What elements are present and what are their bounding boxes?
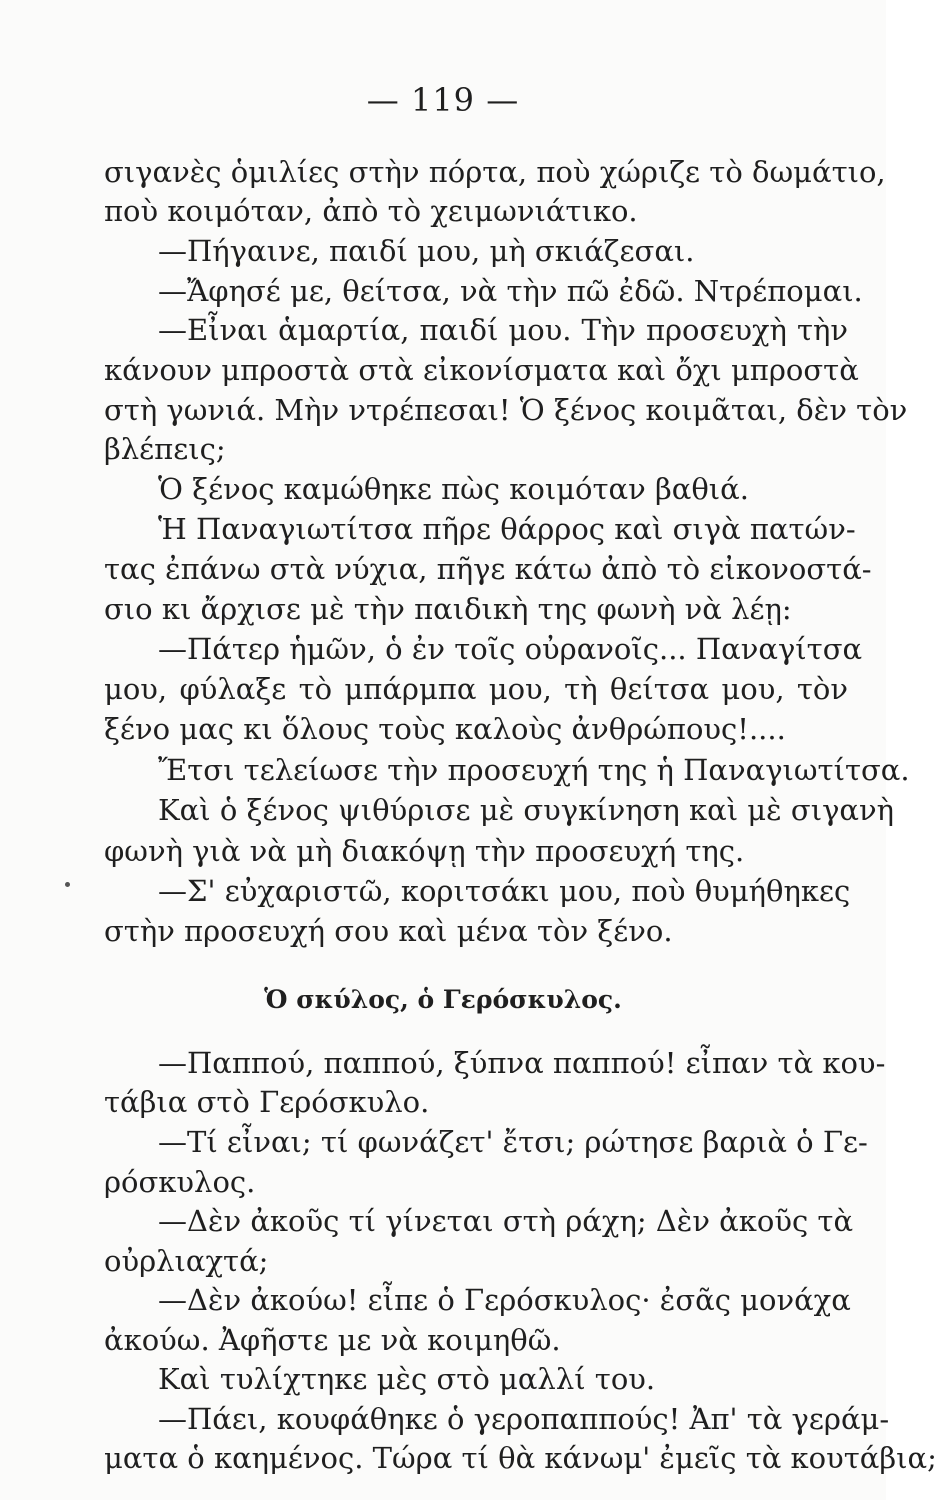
text-line: —Πάτερ ἡμῶν, ὁ ἐν τοῖς οὐρανοῖς... Παναγίτσα [158,632,863,666]
text-line: Ἔτσι τελείωσε τὴν προσευχή της ἡ Παναγιωτίτσα. [158,753,910,787]
section-heading: Ὁ σκύλος, ὁ Γερόσκυλος. [264,985,622,1014]
text-line: —Σ' εὐχαριστῶ, κοριτσάκι μου, ποὺ θυμήθηκες [158,874,851,908]
text-line: κάνουν μπροστὰ στὰ εἰκονίσματα καὶ ὄχι μπροστὰ [104,353,859,387]
text-line: τάβια στὸ Γερόσκυλο. [104,1085,430,1119]
text-line: σιγανὲς ὁμιλίες στὴν πόρτα, ποὺ χώριζε τὸ δωμάτιο, [104,155,886,189]
text-line: —Παππού, παππού, ξύπνα παππού! εἶπαν τὰ κου- [158,1046,886,1080]
text-line: Καὶ ὁ ξένος ψιθύρισε μὲ συγκίνηση καὶ μὲ σιγανὴ [158,793,895,827]
text-line: στὴ γωνιά. Μὴν ντρέπεσαι! Ὁ ξένος κοιμᾶται, δὲν τὸν [104,393,908,427]
text-line: Καὶ τυλίχτηκε μὲς στὸ μαλλί του. [158,1362,656,1396]
text-line: ξένο μας κι ὅλους τοὺς καλοὺς ἀνθρώπους!.... [104,712,786,746]
text-line: ἀκούω. Ἀφῆστε με νὰ κοιμηθῶ. [104,1323,561,1357]
text-line: ρόσκυλος. [104,1165,256,1199]
text-line: στὴν προσευχή σου καὶ μένα τὸν ξένο. [104,914,673,948]
text-line: σιο κι ἄρχισε μὲ τὴν παιδικὴ της φωνὴ νὰ λέῃ: [104,592,792,626]
text-line: οὐρλιαχτά; [104,1244,269,1278]
ink-speck [65,882,70,887]
text-line: μου, φύλαξε τὸ μπάρμπα μου, τὴ θείτσα μου, τὸν [104,672,848,706]
text-line: βλέπεις; [104,432,226,466]
text-line: —Πάει, κουφάθηκε ὁ γεροπαππούς! Ἀπ' τὰ γεράμ- [158,1402,890,1436]
text-line: ποὺ κοιμόταν, ἀπὸ τὸ χειμωνιάτικο. [104,194,638,228]
page-number: — 119 — [366,81,520,119]
text-line: —Εἶναι ἁμαρτία, παιδί μου. Τὴν προσευχὴ τὴν [158,313,848,347]
text-line: —Ἄφησέ με, θείτσα, νὰ τὴν πῶ ἐδῶ. Ντρέπομαι. [158,274,863,308]
text-line: φωνὴ γιὰ νὰ μὴ διακόψῃ τὴν προσευχή της. [104,834,745,868]
text-line: —Δὲν ἀκούω! εἶπε ὁ Γερόσκυλος· ἐσᾶς μονάχα [158,1283,851,1317]
text-line: —Τί εἶναι; τί φωνάζετ' ἔτσι; ρώτησε βαριὰ ὁ Γε- [158,1125,868,1159]
text-line: Ὁ ξένος καμώθηκε πὼς κοιμόταν βαθιά. [158,472,749,506]
text-line: ματα ὁ καημένος. Τώρα τί θὰ κάνωμ' ἐμεῖς τὰ κουτάβια; [104,1441,937,1475]
text-line: —Δὲν ἀκοῦς τί γίνεται στὴ ράχη; Δὲν ἀκοῦς τὰ [158,1204,854,1238]
text-line: Ἡ Παναγιωτίτσα πῆρε θάρρος καὶ σιγὰ πατών- [158,512,856,546]
text-line: —Πήγαινε, παιδί μου, μὴ σκιάζεσαι. [158,234,695,268]
text-line: τας ἐπάνω στὰ νύχια, πῆγε κάτω ἀπὸ τὸ εἰκονοστά- [104,552,872,586]
